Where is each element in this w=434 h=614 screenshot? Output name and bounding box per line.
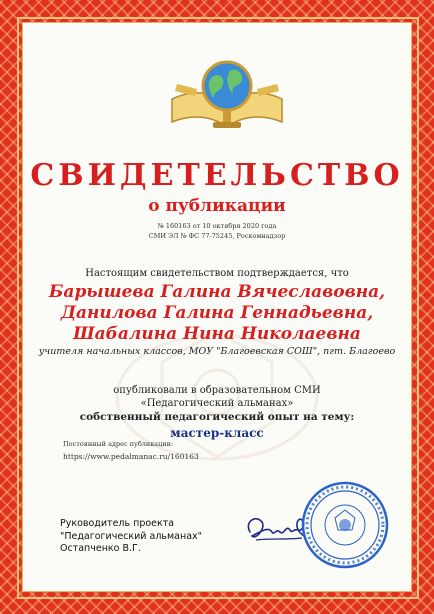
address-label: Постоянный адрес публикации: [63, 440, 174, 448]
media-name: «Педагогический альманах» [140, 398, 294, 409]
published-in-text: опубликовали в образовательном СМИ [113, 385, 321, 396]
certificate-title: СВИДЕТЕЛЬСТВО [30, 158, 404, 193]
publication-address: https://www.pedalmanac.ru/160163 [63, 452, 199, 461]
certificate-paper [22, 22, 412, 592]
certificate-subtitle: о публикации [148, 196, 286, 216]
media-registration: СМИ ЭЛ № ФС 77-75245, Роскомнадзор [148, 232, 286, 240]
author-name: Данилова Галина Геннадьевна, [60, 303, 374, 323]
round-stamp-icon [300, 480, 390, 570]
topic-label: собственный педагогический опыт на тему: [79, 411, 355, 423]
signatory-role: Руководитель проекта [60, 518, 175, 529]
author-name: Шабалина Нина Николаевна [73, 324, 361, 344]
signatory-project: "Педагогический альманах" [60, 530, 203, 542]
coat-of-arms-watermark-icon [102, 322, 332, 472]
publication-topic: мастер-класс [170, 426, 264, 440]
confirmation-text: Настоящим свидетельством подтверждается, что [85, 268, 349, 279]
author-position: учителя начальных классов, МОУ "Благоевская СОШ", пгт. Благоево [38, 346, 396, 357]
author-name: Барышева Галина Вячеславовна, [48, 282, 386, 302]
signatory-name: Остапченко В.Г. [60, 543, 141, 554]
registration-number: № 160163 от 10 октября 2020 года [157, 222, 277, 230]
globe-books-emblem-icon [167, 54, 287, 139]
signatory-block [60, 518, 202, 556]
